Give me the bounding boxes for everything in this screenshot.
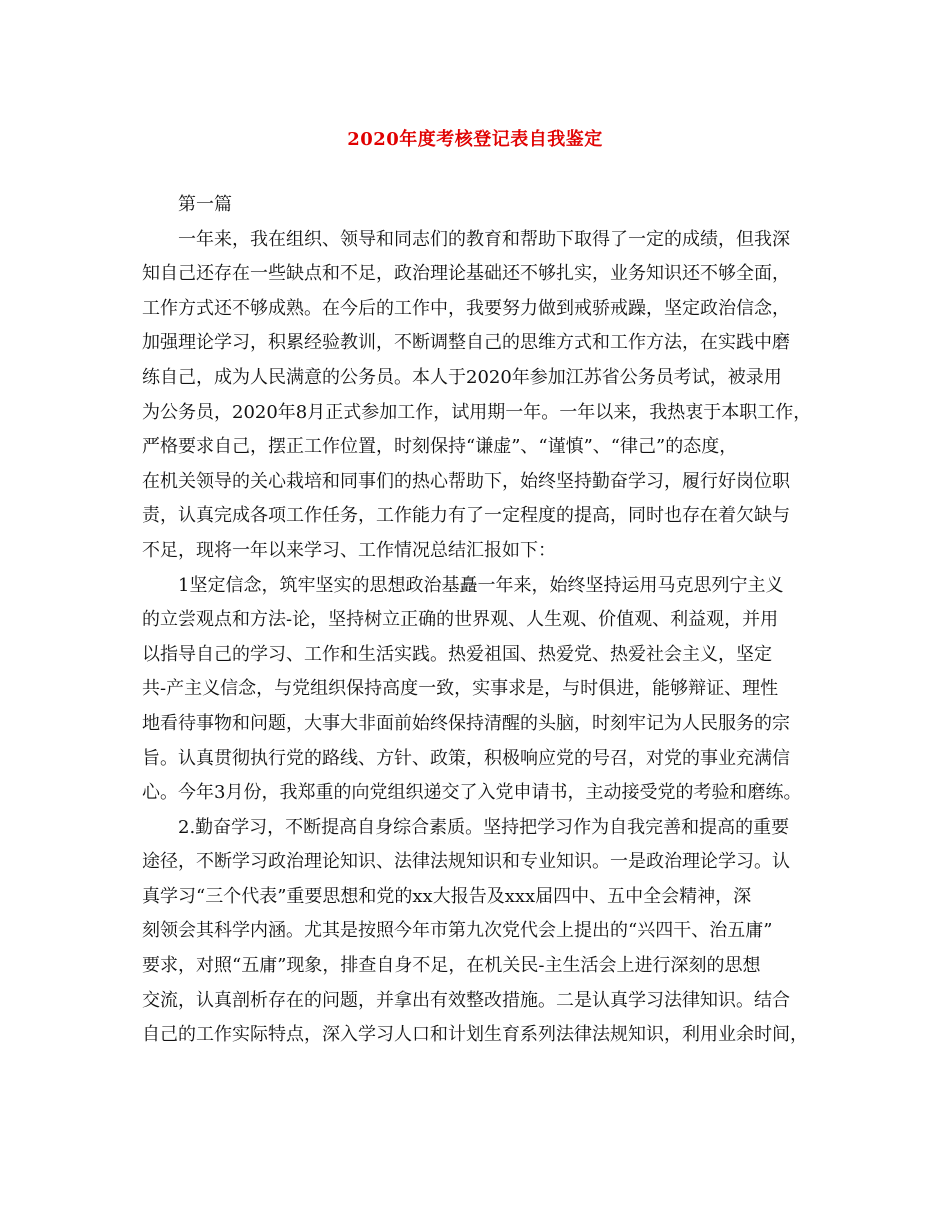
body-line: 自己的工作实际特点，深入学习人口和计划生育系列法律法规知识，利用业余时间， [142, 1024, 808, 1046]
body-line: 严格要求自己，摆正工作位置，时刻保持“谦虚”、“谨慎”、“律己”的态度， [142, 436, 738, 458]
body-line: 的立尝观点和方法-论，坚持树立正确的世界观、人生观、价值观、利益观，并用 [142, 609, 779, 631]
body-line: 一年来，我在组织、领导和同志们的教育和帮助下取得了一定的成绩，但我深 [178, 228, 790, 250]
body-line: 2.勤奋学习，不断提高自身综合素质。坚持把学习作为自我完善和提高的重要 [178, 816, 790, 838]
body-line: 为公务员，2020年8月正式参加工作，试用期一年。一年以来，我热衷于本职工作， [142, 401, 812, 423]
body-line: 途径，不断学习政治理论知识、法律法规知识和专业知识。一是政治理论学习。认 [142, 851, 790, 873]
body-line: 交流，认真剖析存在的问题，并拿出有效整改措施。二是认真学习法律知识。结合 [142, 989, 790, 1011]
body-line: 练自己，成为人民满意的公务员。本人于2020年参加江苏省公务员考试，被录用 [142, 366, 782, 388]
body-line: 责，认真完成各项工作任务，工作能力有了一定程度的提高，同时也存在着欠缺与 [142, 505, 790, 527]
body-line: 加强理论学习，积累经验教训，不断调整自己的思维方式和工作方法，在实践中磨 [142, 332, 790, 354]
document-title: 2020年度考核登记表自我鉴定 [347, 129, 603, 150]
body-line: 刻领会其科学内涵。尤其是按照今年市第九次党代会上提出的“兴四干、治五庸” [142, 920, 773, 942]
body-line: 共-产主义信念，与党组织保持高度一致，实事求是，与时俱进，能够辩证、理性 [142, 678, 779, 700]
body-line: 心。今年3月份，我郑重的向党组织递交了入党申请书，主动接受党的考验和磨练。 [142, 782, 802, 804]
body-line: 以指导自己的学习、工作和生活实践。热爱祖国、热爱党、热爱社会主义，坚定 [142, 643, 772, 665]
section-heading: 第一篇 [178, 194, 232, 215]
body-line: 在机关领导的关心栽培和同事们的热心帮助下，始终坚持勤奋学习，履行好岗位职 [142, 470, 790, 492]
body-line: 真学习“三个代表”重要思想和党的xx大报告及xxx届四中、五中全会精神，深 [142, 885, 752, 907]
body-line: 不足，现将一年以来学习、工作情况总结汇报如下： [142, 539, 556, 561]
body-line: 工作方式还不够成熟。在今后的工作中，我要努力做到戒骄戒躁，坚定政治信念， [142, 297, 790, 319]
body-line: 要求，对照“五庸”现象，排查自身不足，在机关民-主生活会上进行深刻的思想 [142, 955, 761, 977]
body-line: 1坚定信念，筑牢坚实的思想政治基矗一年来，始终坚持运用马克思列宁主义 [178, 574, 784, 596]
document-body [142, 188, 814, 1053]
body-line: 地看待事物和问题，大事大非面前始终保持清醒的头脑，时刻牢记为人民服务的宗 [142, 712, 790, 734]
body-line: 旨。认真贯彻执行党的路线、方针、政策，积极响应党的号召，对党的事业充满信 [142, 747, 790, 769]
body-line: 知自己还存在一些缺点和不足，政治理论基础还不够扎实，业务知识还不够全面， [142, 263, 790, 285]
